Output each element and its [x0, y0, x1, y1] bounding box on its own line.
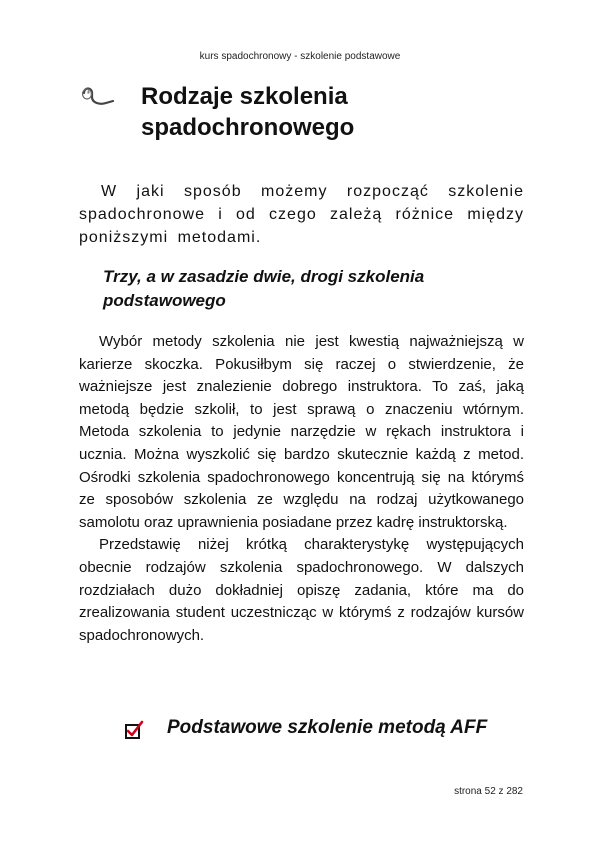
paperclip-icon — [80, 83, 116, 111]
subsection-title: Podstawowe szkolenie metodą AFF — [167, 717, 488, 738]
chapter-title: Rodzaje szkolenia spadochronowego — [141, 83, 355, 141]
page-number: strona 52 z 282 — [454, 786, 523, 797]
section-heading: Trzy, a w zasadzie dwie, drogi szkolenia podstawowego — [103, 267, 425, 310]
body-paragraph: Wybór metody szkolenia nie jest kwestią najważniejszą w karierze skoczka. Pokusiłbym się raczej o stwierdzenie, że ważniejsze jest znalezienie dobrego instruktora. To zaś, jaką metodą będzie szkolił, to jest sprawą o znaczeniu wtórnym. Metoda szkolenia to jedynie narzędzie w rękach instruktora i ucznia. Można wyszkolić się bardzo skutecznie każdą z metod. Ośrodki szkolenia spadochronowego koncentrują się na którymś ze sposobów szkolenia ze względu na rodzaj użytkowanego samolotu oraz uprawnienia posiadane przez kadrę instruktorską. — [79, 333, 524, 531]
body-paragraph: Przedstawię niżej krótką charakterystykę występujących obecnie rodzajów szkolenia spadochronowego. W dalszych rozdziałach dużo dokładniej opiszę zadania, które ma do zrealizowania student uczestnicząc w którymś z rodzajów kursów spadochronowych. — [79, 536, 524, 644]
intro-paragraph — [79, 180, 524, 249]
subsection-heading — [124, 715, 487, 741]
checkbox-checked-icon — [124, 720, 144, 740]
running-header: kurs spadochronowy - szkolenie podstawowe — [199, 51, 401, 62]
section-body — [79, 331, 524, 647]
intro-text: W jaki sposób możemy rozpocząć szkolenie spadochronowe i od czego zależą różnice między poniższymi metodami. — [79, 183, 524, 246]
